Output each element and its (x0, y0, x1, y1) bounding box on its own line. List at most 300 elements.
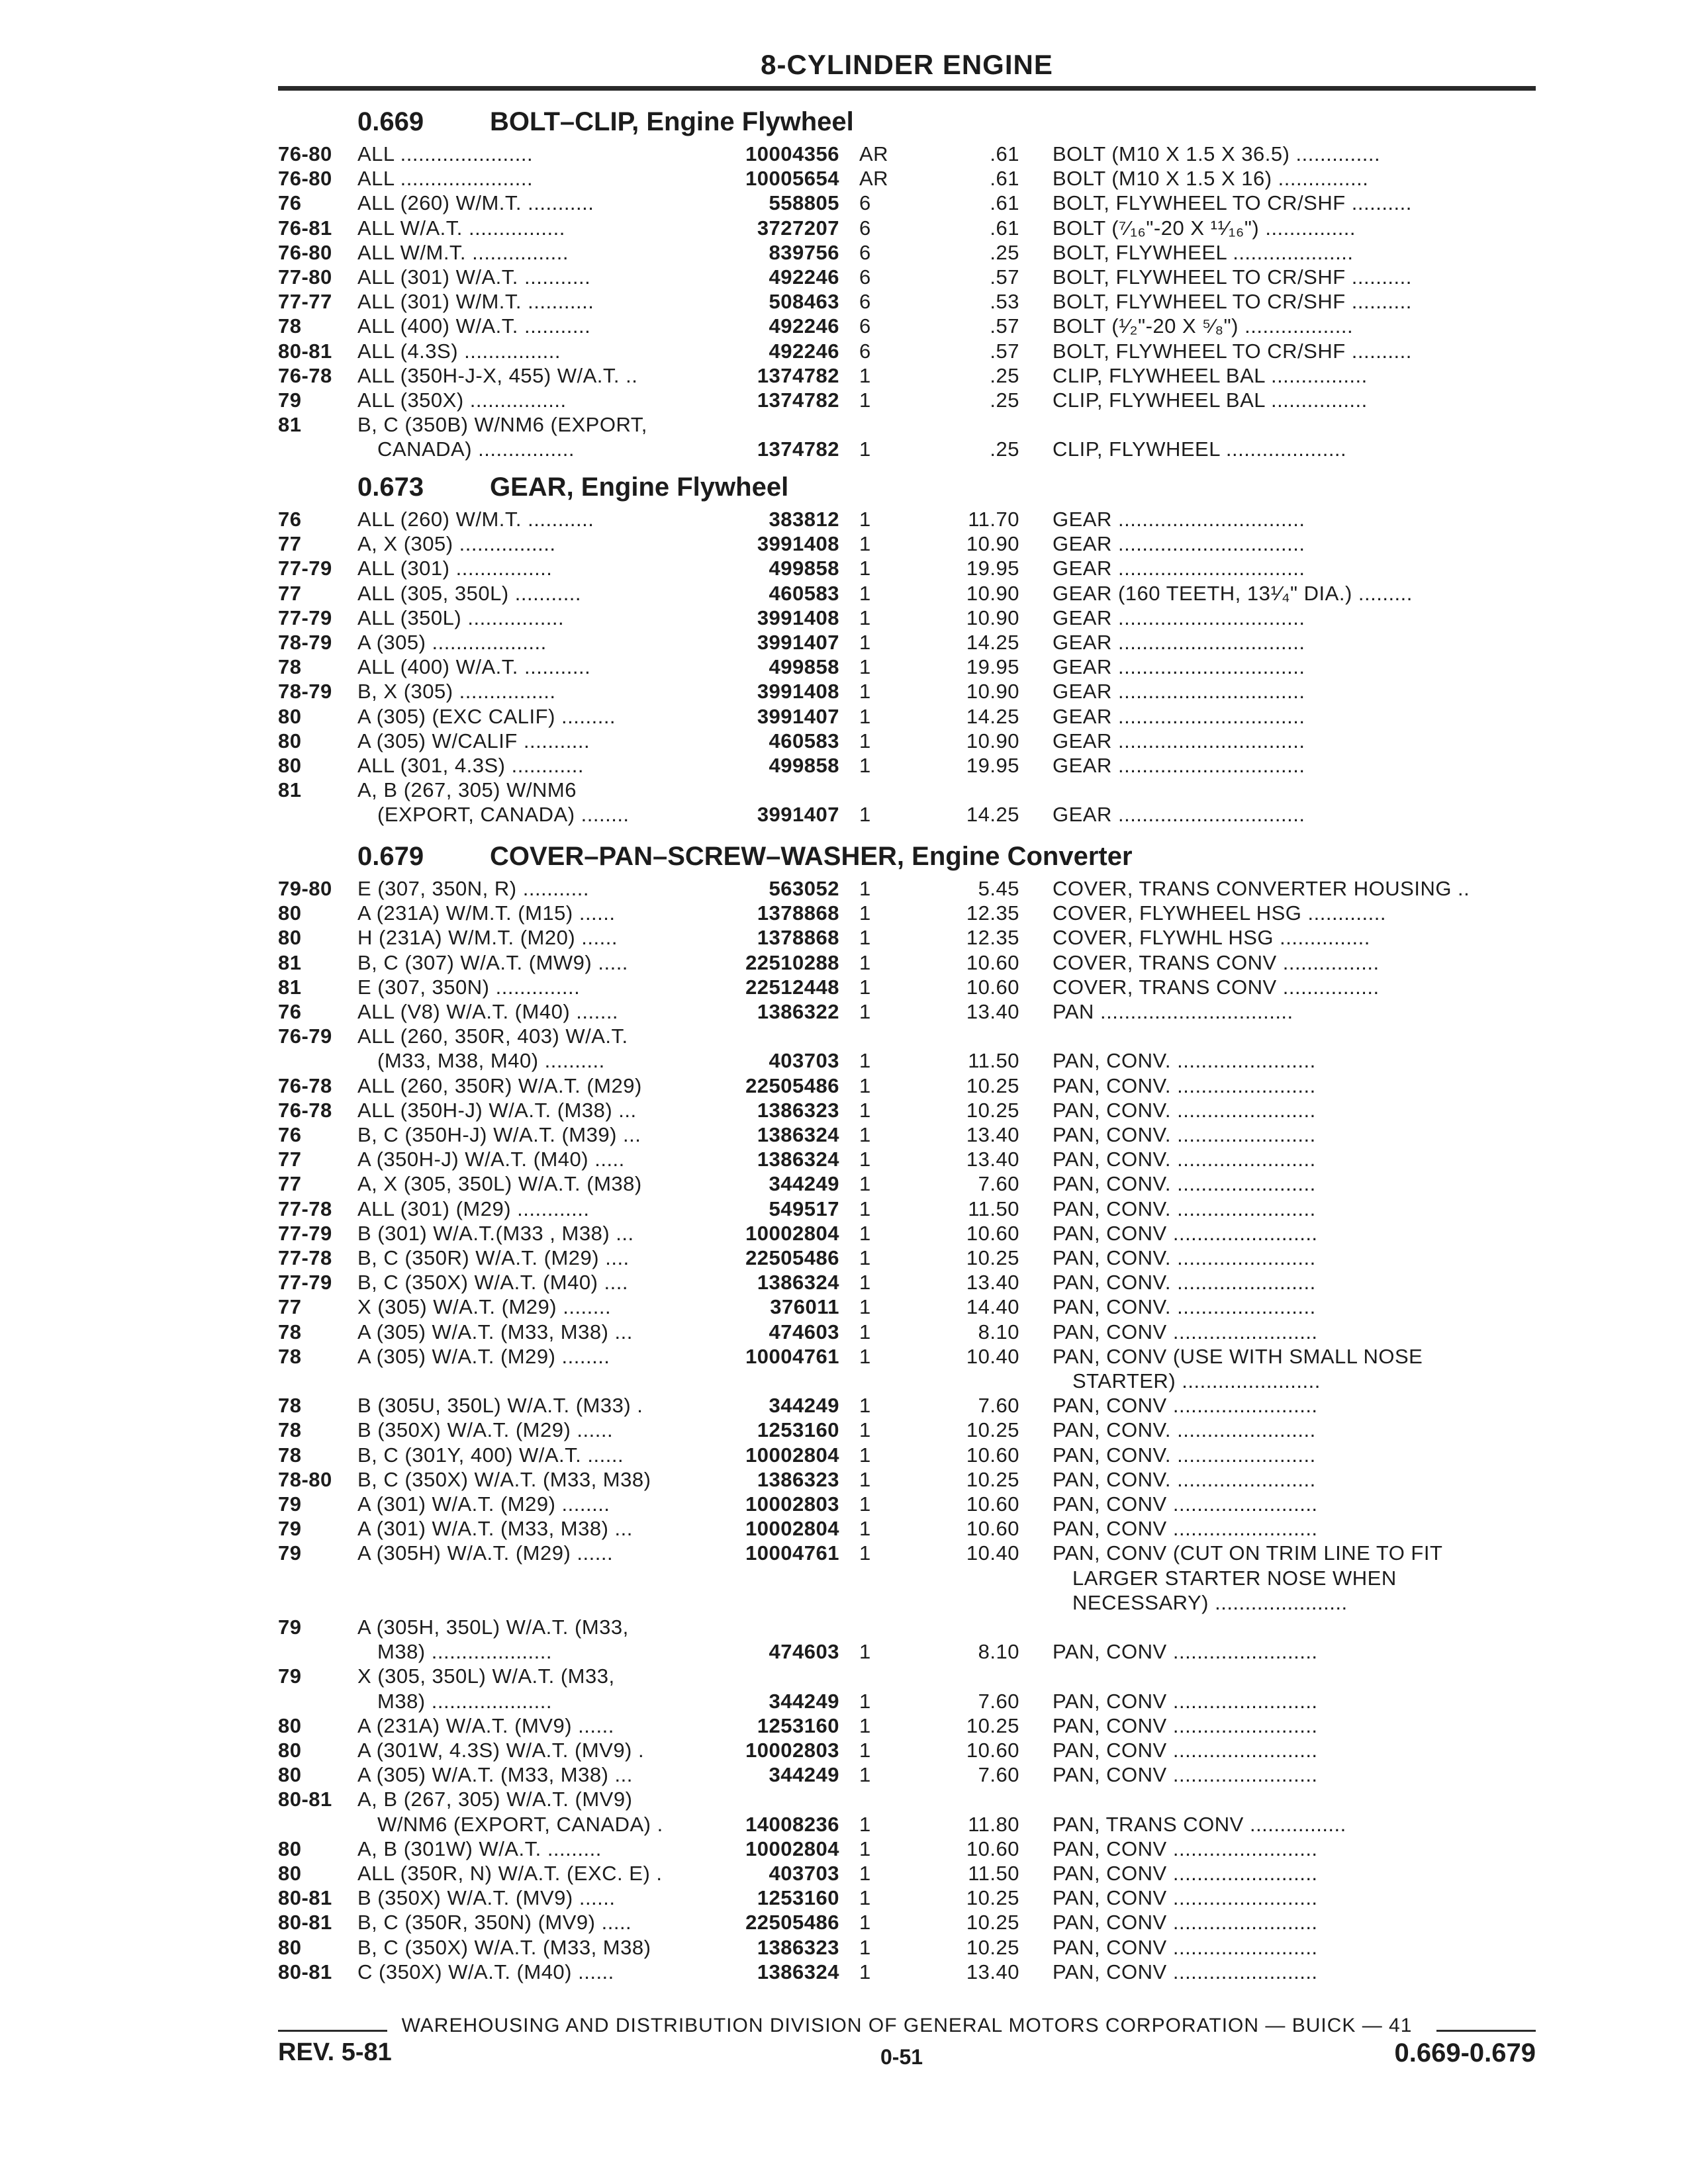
part-number: 1253160 (757, 1713, 839, 1737)
model-year: 80 (278, 729, 302, 752)
revision-label: REV. 5-81 (278, 2038, 392, 2066)
row-line (0, 606, 1688, 630)
part-number: 1386324 (757, 1271, 839, 1295)
description: CLIP, FLYWHEEL BAL ................ (1053, 363, 1368, 387)
application: ALL (4.3S) ................ (357, 339, 561, 363)
row-line (0, 191, 1688, 215)
part-number: 1386322 (757, 1000, 839, 1023)
description: PAN, CONV ........................ (1053, 1221, 1318, 1245)
quantity: 1 (859, 1443, 871, 1467)
row-line (0, 1320, 1688, 1344)
row-line (0, 1689, 1688, 1713)
quantity: 1 (859, 1320, 871, 1343)
application: A (305) W/CALIF ........... (357, 729, 590, 752)
description: BOLT (¹⁄₂"-20 X ⁵⁄₈") .................. (1053, 314, 1354, 338)
application: (M33, M38, M40) .......... (377, 1049, 605, 1073)
price: 7.60 (978, 1394, 1019, 1418)
row-line (0, 753, 1688, 778)
application: C (350X) W/A.T. (M40) ...... (357, 1960, 614, 1983)
price: 13.40 (966, 1148, 1019, 1171)
model-year: 78 (278, 655, 302, 679)
section-name: BOLT–CLIP, Engine Flywheel (490, 107, 854, 136)
price: .57 (990, 265, 1019, 289)
model-year: 76-80 (278, 167, 332, 191)
part-number: 563052 (769, 877, 839, 900)
part-number: 3991408 (757, 680, 839, 704)
price: 10.25 (966, 1098, 1019, 1122)
model-year: 80 (278, 1713, 302, 1737)
row-line (0, 1024, 1688, 1048)
description: COVER, FLYWHL HSG ............... (1053, 926, 1370, 950)
description: PAN, CONV. ....................... (1053, 1467, 1316, 1491)
quantity: 1 (859, 388, 871, 412)
row-line (0, 289, 1688, 314)
part-number: 499858 (769, 557, 839, 580)
application: A, B (267, 305) W/A.T. (MV9) (357, 1788, 633, 1811)
quantity: 1 (859, 1418, 871, 1442)
application: A (301) W/A.T. (M33, M38) ... (357, 1517, 633, 1541)
application: A (305) W/A.T. (M29) ........ (357, 1344, 610, 1368)
quantity: AR (859, 167, 889, 191)
quantity: AR (859, 142, 889, 165)
row-line (0, 437, 1688, 461)
row-line (0, 876, 1688, 901)
section-number: 0.679 (357, 842, 424, 871)
model-year: 80 (278, 1763, 302, 1787)
part-number: 344249 (769, 1689, 839, 1713)
quantity: 1 (859, 1098, 871, 1122)
model-year: 78 (278, 1443, 302, 1467)
price: 10.25 (966, 1467, 1019, 1491)
part-number: 474603 (769, 1640, 839, 1664)
price: 14.25 (966, 803, 1019, 827)
application: A (231A) W/M.T. (M15) ...... (357, 901, 616, 925)
quantity: 1 (859, 1862, 871, 1885)
price: 14.40 (966, 1295, 1019, 1319)
footer-rule-right (1436, 2030, 1536, 2032)
description: COVER, FLYWHEEL HSG ............. (1053, 901, 1386, 925)
row-line (0, 314, 1688, 338)
row-line (0, 1048, 1688, 1073)
application: A (350H-J) W/A.T. (M40) ..... (357, 1148, 625, 1171)
row-line (0, 802, 1688, 827)
part-number: 383812 (769, 508, 839, 531)
description: PAN, CONV. ....................... (1053, 1172, 1316, 1196)
quantity: 1 (859, 1763, 871, 1787)
model-year: 81 (278, 950, 302, 974)
description: PAN ................................ (1053, 1000, 1293, 1023)
model-year: 80 (278, 901, 302, 925)
quantity: 1 (859, 1172, 871, 1196)
description: PAN, CONV ........................ (1053, 1492, 1318, 1516)
quantity: 6 (859, 314, 871, 338)
application: A (305H) W/A.T. (M29) ...... (357, 1541, 614, 1565)
application: CANADA) ................ (377, 437, 575, 461)
model-year: 77 (278, 1295, 302, 1319)
row-line (0, 729, 1688, 753)
row-line (0, 1787, 1688, 1811)
row-line (0, 630, 1688, 655)
application: W/NM6 (EXPORT, CANADA) . (377, 1812, 663, 1836)
section-title (357, 841, 1133, 872)
part-number: 460583 (769, 581, 839, 605)
row-line (0, 556, 1688, 580)
application: M38) .................... (377, 1689, 552, 1713)
description: PAN, CONV. ....................... (1053, 1246, 1316, 1269)
application: A (305H, 350L) W/A.T. (M33, (357, 1615, 629, 1639)
quantity: 1 (859, 1960, 871, 1983)
price: 7.60 (978, 1763, 1019, 1787)
row-line (0, 1147, 1688, 1171)
part-number: 1378868 (757, 926, 839, 950)
row-line (0, 1960, 1688, 1984)
description: PAN, CONV. ....................... (1053, 1148, 1316, 1171)
price: 14.25 (966, 704, 1019, 728)
quantity: 1 (859, 1935, 871, 1959)
part-number: 1386323 (757, 1467, 839, 1491)
model-year: 79-80 (278, 877, 332, 900)
row-line (0, 265, 1688, 289)
description: GEAR ............................... (1053, 631, 1305, 654)
quantity: 1 (859, 1000, 871, 1023)
description: GEAR ............................... (1053, 680, 1305, 704)
quantity: 1 (859, 877, 871, 900)
quantity: 1 (859, 1837, 871, 1860)
row-line (0, 1639, 1688, 1664)
price: 10.40 (966, 1344, 1019, 1368)
price: .25 (990, 240, 1019, 264)
price: 10.25 (966, 1935, 1019, 1959)
quantity: 1 (859, 1739, 871, 1762)
row-line (0, 655, 1688, 679)
description: PAN, CONV. ....................... (1053, 1443, 1316, 1467)
model-year: 76 (278, 1000, 302, 1023)
quantity: 1 (859, 1689, 871, 1713)
price: 12.35 (966, 926, 1019, 950)
part-number: 492246 (769, 314, 839, 338)
description: PAN, CONV ........................ (1053, 1517, 1318, 1541)
part-number: 1374782 (757, 363, 839, 387)
row-line (0, 1246, 1688, 1270)
description: COVER, TRANS CONVERTER HOUSING .. (1053, 877, 1470, 900)
description: PAN, CONV. ....................... (1053, 1295, 1316, 1319)
application: A (231A) W/A.T. (MV9) ...... (357, 1713, 614, 1737)
part-number: 1374782 (757, 437, 839, 461)
quantity: 6 (859, 191, 871, 215)
description: PAN, CONV ........................ (1053, 1689, 1318, 1713)
model-year: 76-81 (278, 216, 332, 240)
part-number: 1374782 (757, 388, 839, 412)
description: BOLT, FLYWHEEL TO CR/SHF .......... (1053, 339, 1412, 363)
application: ALL ...................... (357, 167, 534, 191)
application: B, C (350H-J) W/A.T. (M39) ... (357, 1123, 641, 1146)
application: ALL (301) ................ (357, 557, 553, 580)
model-year: 76-78 (278, 1073, 332, 1097)
description: GEAR ............................... (1053, 729, 1305, 752)
price: .53 (990, 290, 1019, 314)
model-year: 77-78 (278, 1197, 332, 1220)
page-title: 8-CYLINDER ENGINE (761, 49, 1053, 80)
part-number: 22505486 (745, 1911, 839, 1934)
application: ALL (350H-J) W/A.T. (M38) ... (357, 1098, 637, 1122)
application: X (305, 350L) W/A.T. (M33, (357, 1664, 615, 1688)
quantity: 1 (859, 1344, 871, 1368)
row-line (0, 1171, 1688, 1196)
row-line (0, 1492, 1688, 1516)
part-number: 1253160 (757, 1418, 839, 1442)
application: ALL (260, 350R) W/A.T. (M29) (357, 1073, 642, 1097)
application: ALL W/M.T. ................ (357, 240, 569, 264)
price: .25 (990, 437, 1019, 461)
application: B, C (301Y, 400) W/A.T. ...... (357, 1443, 624, 1467)
model-year: 77 (278, 581, 302, 605)
price: .61 (990, 167, 1019, 191)
part-number: 549517 (769, 1197, 839, 1220)
quantity: 1 (859, 557, 871, 580)
part-number: 1378868 (757, 901, 839, 925)
quantity: 6 (859, 265, 871, 289)
quantity: 1 (859, 1123, 871, 1146)
description: COVER, TRANS CONV ................ (1053, 975, 1380, 999)
application: B, C (350X) W/A.T. (M33, M38) (357, 1935, 651, 1959)
footer-division: WAREHOUSING AND DISTRIBUTION DIVISION OF GENERAL MOTORS CORPORATION — BUICK — 41 (401, 2015, 1413, 2036)
price: 10.60 (966, 1837, 1019, 1860)
price: .25 (990, 363, 1019, 387)
application: B, X (305) ................ (357, 680, 556, 704)
part-number: 10004761 (745, 1541, 839, 1565)
model-year: 81 (278, 413, 302, 437)
row-line (0, 531, 1688, 556)
section-number: 0.669 (357, 107, 424, 136)
part-number: 3727207 (757, 216, 839, 240)
part-number: 508463 (769, 290, 839, 314)
model-year: 80 (278, 926, 302, 950)
model-year: 77-79 (278, 1221, 332, 1245)
quantity: 1 (859, 1295, 871, 1319)
row-line (0, 1393, 1688, 1418)
price: .25 (990, 388, 1019, 412)
model-year: 76-78 (278, 363, 332, 387)
application: ALL (350H-J-X, 455) W/A.T. .. (357, 363, 638, 387)
row-line (0, 412, 1688, 437)
row-line (0, 1590, 1688, 1615)
part-number: 10002803 (745, 1492, 839, 1516)
quantity: 1 (859, 1640, 871, 1664)
application: H (231A) W/M.T. (M20) ...... (357, 926, 618, 950)
part-number: 1386323 (757, 1935, 839, 1959)
model-year: 76-80 (278, 142, 332, 165)
application: A (301) W/A.T. (M29) ........ (357, 1492, 610, 1516)
row-line (0, 1861, 1688, 1886)
application: ALL (305, 350L) ........... (357, 581, 582, 605)
description: PAN, CONV ........................ (1053, 1862, 1318, 1885)
part-number: 22510288 (745, 950, 839, 974)
price: 7.60 (978, 1172, 1019, 1196)
quantity: 1 (859, 606, 871, 629)
application: B, C (350B) W/NM6 (EXPORT, (357, 413, 647, 437)
part-number: 499858 (769, 754, 839, 777)
quantity: 1 (859, 1221, 871, 1245)
quantity: 1 (859, 1049, 871, 1073)
description: PAN, CONV ........................ (1053, 1320, 1318, 1343)
row-line (0, 950, 1688, 975)
section-name: GEAR, Engine Flywheel (490, 473, 789, 502)
application: B (305U, 350L) W/A.T. (M33) . (357, 1394, 643, 1418)
row-line (0, 166, 1688, 191)
model-year: 78-80 (278, 1467, 332, 1491)
application: ALL ...................... (357, 142, 534, 165)
part-number: 10002804 (745, 1837, 839, 1860)
quantity: 1 (859, 581, 871, 605)
model-year: 77-79 (278, 1271, 332, 1295)
price: .61 (990, 191, 1019, 215)
description: BOLT, FLYWHEEL TO CR/SHF .......... (1053, 265, 1412, 289)
application: ALL (350X) ................ (357, 388, 567, 412)
part-number: 1386324 (757, 1123, 839, 1146)
model-year: 78-79 (278, 680, 332, 704)
model-year: 78 (278, 1418, 302, 1442)
row-line (0, 778, 1688, 802)
description: NECESSARY) ...................... (1072, 1590, 1348, 1614)
description: GEAR ............................... (1053, 754, 1305, 777)
part-number: 460583 (769, 729, 839, 752)
part-number: 10002804 (745, 1443, 839, 1467)
part-number: 10005654 (745, 167, 839, 191)
row-line (0, 975, 1688, 999)
description: PAN, CONV. ....................... (1053, 1418, 1316, 1442)
description: PAN, CONV ........................ (1053, 1886, 1318, 1910)
row-line (0, 339, 1688, 363)
description: BOLT, FLYWHEEL TO CR/SHF .......... (1053, 191, 1412, 215)
model-year: 78 (278, 1320, 302, 1343)
row-line (0, 216, 1688, 240)
price: 13.40 (966, 1271, 1019, 1295)
group-range: 0.669-0.679 (1394, 2038, 1536, 2068)
part-number: 10002804 (745, 1221, 839, 1245)
quantity: 6 (859, 339, 871, 363)
price: .57 (990, 314, 1019, 338)
application: ALL (V8) W/A.T. (M40) ....... (357, 1000, 619, 1023)
description: PAN, CONV ........................ (1053, 1713, 1318, 1737)
model-year: 76-80 (278, 240, 332, 264)
part-number: 492246 (769, 339, 839, 363)
description: PAN, CONV. ....................... (1053, 1271, 1316, 1295)
part-number: 3991407 (757, 803, 839, 827)
model-year: 78 (278, 1394, 302, 1418)
price: 10.25 (966, 1246, 1019, 1269)
model-year: 77-79 (278, 557, 332, 580)
quantity: 1 (859, 1148, 871, 1171)
section-title (357, 471, 788, 503)
row-line (0, 1516, 1688, 1541)
quantity: 1 (859, 655, 871, 679)
part-number: 3991408 (757, 532, 839, 556)
row-line (0, 1541, 1688, 1565)
description: GEAR ............................... (1053, 508, 1305, 531)
price: .61 (990, 142, 1019, 165)
description: PAN, CONV ........................ (1053, 1763, 1318, 1787)
quantity: 1 (859, 1886, 871, 1910)
price: 13.40 (966, 1960, 1019, 1983)
row-line (0, 142, 1688, 166)
quantity: 1 (859, 803, 871, 827)
quantity: 1 (859, 1394, 871, 1418)
application: A (305) ................... (357, 631, 547, 654)
quantity: 6 (859, 290, 871, 314)
price: 5.45 (978, 877, 1019, 900)
model-year: 77 (278, 1172, 302, 1196)
row-line (0, 1664, 1688, 1688)
price: 10.40 (966, 1541, 1019, 1565)
model-year: 77-78 (278, 1246, 332, 1269)
description: LARGER STARTER NOSE WHEN (1072, 1566, 1397, 1590)
price: 7.60 (978, 1689, 1019, 1713)
model-year: 78 (278, 1344, 302, 1368)
row-line (0, 388, 1688, 412)
description: PAN, TRANS CONV ................ (1053, 1812, 1346, 1836)
part-number: 1253160 (757, 1886, 839, 1910)
model-year: 80-81 (278, 1960, 332, 1983)
price: 10.60 (966, 1517, 1019, 1541)
application: B (350X) W/A.T. (MV9) ...... (357, 1886, 616, 1910)
description: BOLT, FLYWHEEL .................... (1053, 240, 1354, 264)
model-year: 76 (278, 191, 302, 215)
model-year: 78 (278, 314, 302, 338)
price: 13.40 (966, 1123, 1019, 1146)
row-line (0, 901, 1688, 925)
price: 11.80 (968, 1812, 1019, 1836)
model-year: 79 (278, 1615, 302, 1639)
model-year: 76 (278, 508, 302, 531)
row-line (0, 1418, 1688, 1442)
row-line (0, 925, 1688, 950)
quantity: 1 (859, 532, 871, 556)
row-line (0, 240, 1688, 265)
quantity: 1 (859, 631, 871, 654)
description: PAN, CONV. ....................... (1053, 1098, 1316, 1122)
description: CLIP, FLYWHEEL BAL ................ (1053, 388, 1368, 412)
description: GEAR ............................... (1053, 655, 1305, 679)
price: 10.60 (966, 1492, 1019, 1516)
description: GEAR ............................... (1053, 606, 1305, 629)
description: BOLT (⁷⁄₁₆"-20 X ¹¹⁄₁₆") ............... (1053, 216, 1356, 240)
price: 14.25 (966, 631, 1019, 654)
row-line (0, 1837, 1688, 1861)
application: M38) .................... (377, 1640, 552, 1664)
part-number: 10002804 (745, 1517, 839, 1541)
price: 10.25 (966, 1886, 1019, 1910)
price: 10.25 (966, 1713, 1019, 1737)
price: 8.10 (978, 1640, 1019, 1664)
application: B (350X) W/A.T. (M29) ...... (357, 1418, 614, 1442)
part-number: 22512448 (745, 975, 839, 999)
model-year: 79 (278, 1541, 302, 1565)
model-year: 80 (278, 1739, 302, 1762)
application: ALL (301) W/M.T. ........... (357, 290, 594, 314)
application: B, C (350R) W/A.T. (M29) .... (357, 1246, 630, 1269)
description: PAN, CONV ........................ (1053, 1837, 1318, 1860)
application: E (307, 350N) .............. (357, 975, 581, 999)
price: 10.90 (966, 680, 1019, 704)
model-year: 79 (278, 1492, 302, 1516)
row-line (0, 1443, 1688, 1467)
quantity: 1 (859, 1246, 871, 1269)
price: 10.90 (966, 581, 1019, 605)
row-line (0, 1369, 1688, 1393)
application: ALL (301, 4.3S) ............ (357, 754, 584, 777)
description: STARTER) ....................... (1072, 1369, 1321, 1392)
quantity: 1 (859, 1271, 871, 1295)
